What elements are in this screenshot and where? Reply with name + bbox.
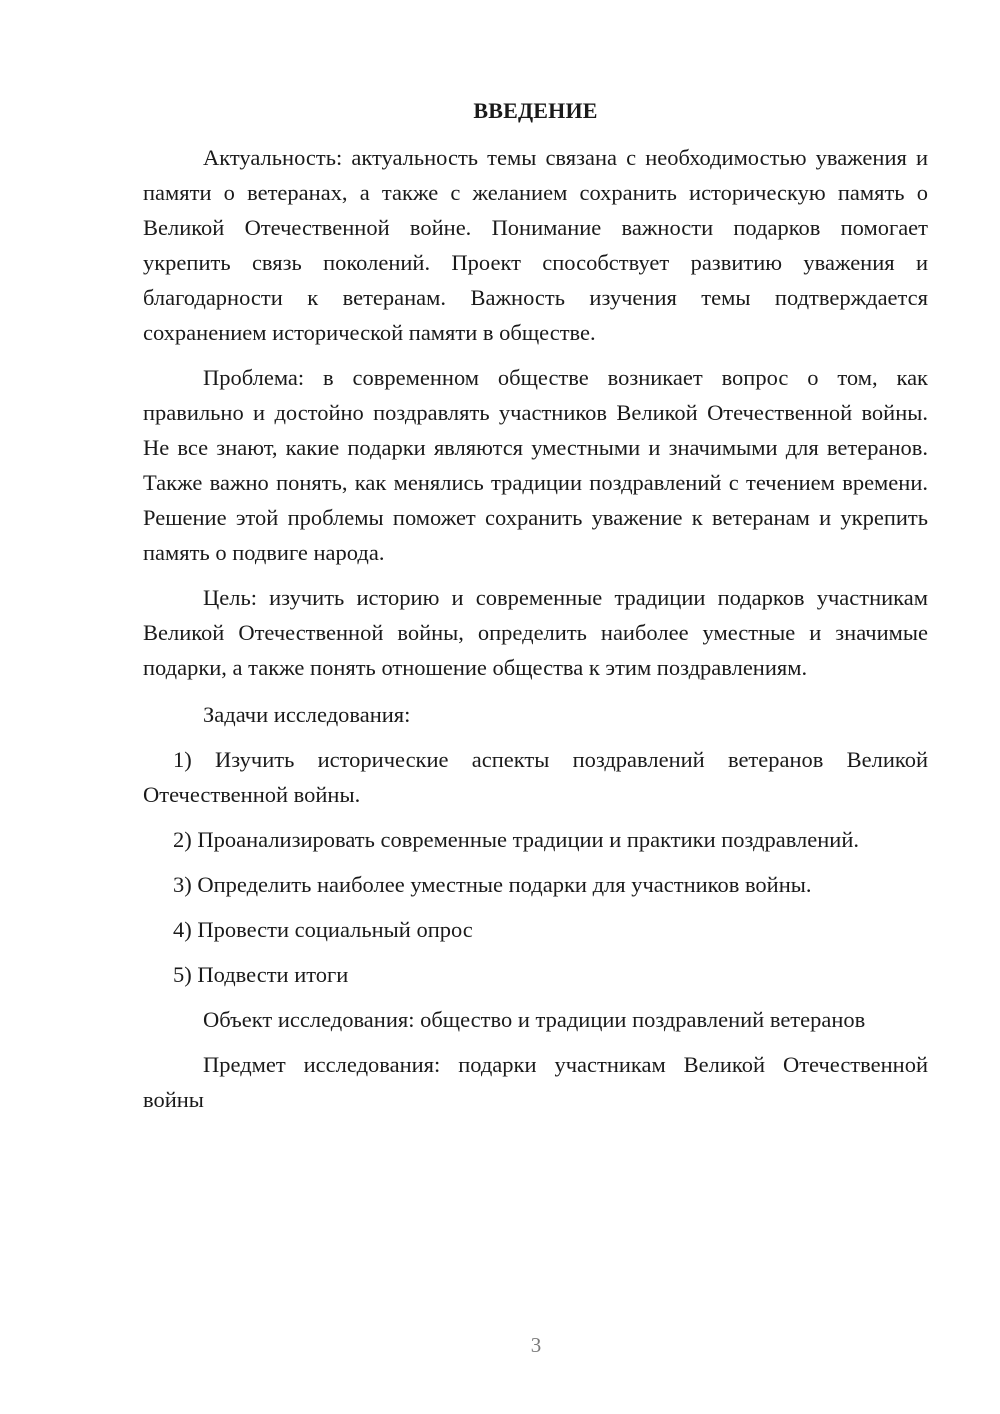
task-item: 4) Провести социальный опрос [173, 917, 473, 942]
task-item: 2) Проанализировать современные традиции и практики поздравлений. [173, 827, 859, 852]
goal-paragraph: Цель: изучить историю и современные традиции подарков участникам Великой Отечественной войны, определить наиболее уместные и значимые подарки, а также понять отношение общества к этим поздравлениям. [143, 585, 928, 680]
task-item: 5) Подвести итоги [173, 962, 349, 987]
document-page [143, 96, 928, 1127]
problem-paragraph: Проблема: в современном обществе возникает вопрос о том, как правильно и достойно поздравлять участников Великой Отечественной войны. Не все знают, какие подарки являются уместными и значимыми для ветеранов. Также важно понять, как менялись традиции поздравлений с течением времени. Решение этой проблемы поможет сохранить уважение к ветеранам и укрепить память о подвиге народа. [143, 365, 928, 565]
section-heading: ВВЕДЕНИЕ [473, 98, 598, 123]
relevance-paragraph: Актуальность: актуальность темы связана с необходимостью уважения и памяти о ветеранах, а также с желанием сохранить историческую память о Великой Отечественной войне. Понимание важности подарков помогает укрепить связь поколений. Проект способствует развитию уважения и благодарности к ветеранам. Важность изучения темы подтверждается сохранением исторической памяти в обществе. [143, 145, 928, 345]
task-item: 3) Определить наиболее уместные подарки для участников войны. [173, 872, 812, 897]
object-paragraph: Объект исследования: общество и традиции поздравлений ветеранов [203, 1007, 866, 1032]
task-item: 1) Изучить исторические аспекты поздравлений ветеранов Великой Отечественной войны. [143, 747, 928, 807]
subject-paragraph: Предмет исследования: подарки участникам Великой Отечественной войны [143, 1052, 928, 1112]
page-number: 3 [530, 1333, 542, 1357]
tasks-title: Задачи исследования: [203, 702, 411, 727]
